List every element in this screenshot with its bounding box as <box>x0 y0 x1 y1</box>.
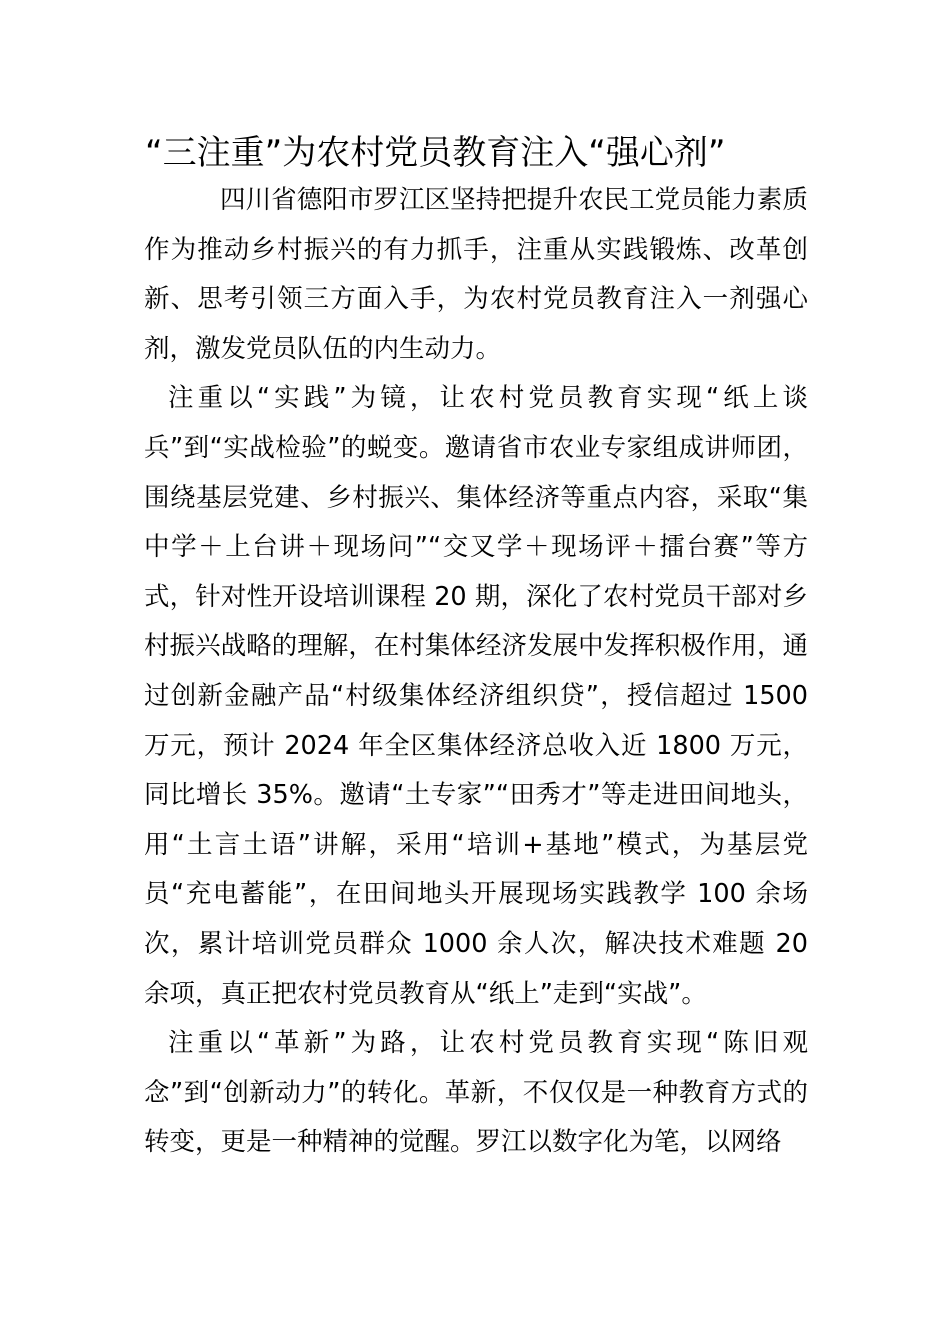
document-body <box>144 176 808 1168</box>
document-title: “三注重”为农村党员教育注入“强心剂” <box>145 133 726 173</box>
practice-paragraph: 注重以“实践”为镜，让农村党员教育实现“纸上谈兵”到“实战检验”的蜕变。邀请省市农业专家组成讲师团，围绕基层党建、乡村振兴、集体经济等重点内容，采取“集中学＋上台讲＋现场问”“交叉学＋现场评＋擂台赛”等方式，针对性开设培训课程 20 期，深化了农村党员干部对乡村振兴战略的理解，在村集体经济发展中发挥积极作用，通过创新金融产品“村级集体经济组织贷”，授信超过 1500 万元，预计 2024 年全区集体经济总收入近 1800 万元，同比增长 35%。邀请“土专家”“田秀才”等走进田间地头，用“土言土语”讲解，采用“培训+基地”模式，为基层党员“充电蓄能”，在田间地头开展现场实践教学 100 余场次，累计培训党员群众 1000 余人次，解决技术难题 20 余项，真正把农村党员教育从“纸上”走到“实战”。 <box>144 383 808 1009</box>
innovation-paragraph: 注重以“革新”为路，让农村党员教育实现“陈旧观念”到“创新动力”的转化。革新，不仅仅是一种教育方式的转变，更是一种精神的觉醒。罗江以数字化为笔，以网络 <box>144 1028 808 1158</box>
intro-paragraph: 四川省德阳市罗江区坚持把提升农民工党员能力素质作为推动乡村振兴的有力抓手，注重从实践锻炼、改革创新、思考引领三方面入手，为农村党员教育注入一剂强心剂，激发党员队伍的内生动力。 <box>144 185 808 364</box>
